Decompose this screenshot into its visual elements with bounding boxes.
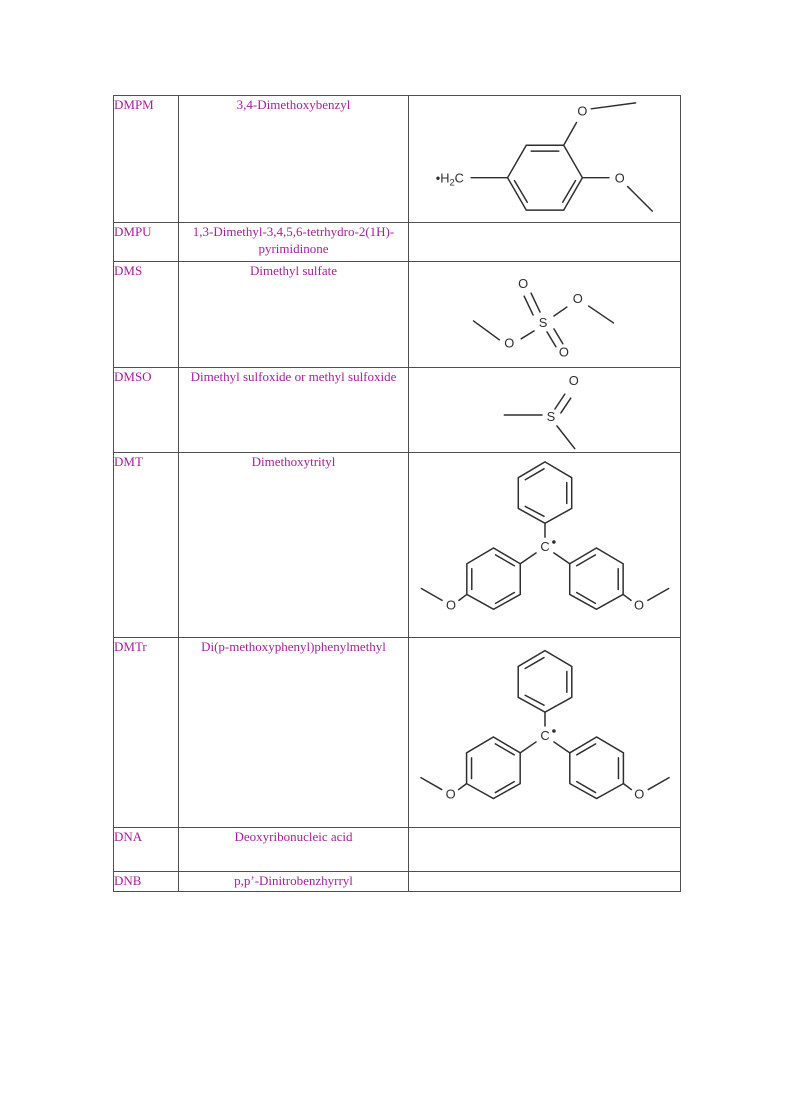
abbr-cell: DMT bbox=[114, 453, 179, 638]
structure-cell bbox=[409, 96, 681, 223]
table-row bbox=[114, 872, 681, 892]
table-row bbox=[114, 368, 681, 453]
structure-cell bbox=[409, 828, 681, 872]
table-row bbox=[114, 453, 681, 638]
structure-cell bbox=[409, 223, 681, 262]
abbr-cell: DMTr bbox=[114, 638, 179, 828]
oxygen-label: O bbox=[577, 103, 588, 119]
name-cell: Deoxyribonucleic acid bbox=[179, 828, 409, 872]
sulfur-label: S bbox=[538, 314, 548, 330]
name-cell: 3,4-Dimethoxybenzyl bbox=[179, 96, 409, 223]
structure-cell bbox=[409, 262, 681, 368]
name-cell: p,p’-Dinitrobenzhyrryl bbox=[179, 872, 409, 892]
structure-dms bbox=[409, 262, 679, 366]
structure-dmpm bbox=[409, 96, 679, 221]
table-row bbox=[114, 223, 681, 262]
abbr-cell: DNA bbox=[114, 828, 179, 872]
abbr-cell: DMPM bbox=[114, 96, 179, 223]
abbr-cell: DMS bbox=[114, 262, 179, 368]
name-cell: Dimethyl sulfate bbox=[179, 262, 409, 368]
oxygen-label: O bbox=[572, 291, 583, 307]
structure-cell bbox=[409, 368, 681, 453]
structure-dmt bbox=[409, 453, 679, 636]
table-row bbox=[114, 262, 681, 368]
abbreviation-table bbox=[113, 95, 681, 892]
abbr-cell: DMPU bbox=[114, 223, 179, 262]
structure-dmso bbox=[409, 368, 679, 451]
name-cell: Dimethyl sulfoxide or methyl sulfoxide bbox=[179, 368, 409, 453]
oxygen-label: O bbox=[558, 344, 569, 360]
abbr-cell: DMSO bbox=[114, 368, 179, 453]
name-cell: Di(p-methoxyphenyl)phenylmethyl bbox=[179, 638, 409, 828]
oxygen-label: O bbox=[504, 335, 515, 351]
table-row bbox=[114, 638, 681, 828]
structure-dmtr bbox=[409, 638, 679, 826]
structure-cell bbox=[409, 872, 681, 892]
table-row bbox=[114, 96, 681, 223]
sulfur-label: S bbox=[546, 408, 556, 424]
table-row bbox=[114, 828, 681, 872]
abbr-cell: DNB bbox=[114, 872, 179, 892]
oxygen-label: O bbox=[518, 276, 529, 292]
bonds bbox=[504, 394, 574, 449]
oxygen-label: O bbox=[614, 170, 625, 186]
name-cell: Dimethoxytrityl bbox=[179, 453, 409, 638]
h2c-radical-label: $•H_2C$ bbox=[435, 170, 464, 188]
bonds bbox=[471, 103, 652, 211]
name-cell: 1,3-Dimethyl-3,4,5,6-tetrhydro-2(1H)-pyrimidinone bbox=[179, 223, 409, 262]
structure-cell bbox=[409, 453, 681, 638]
oxygen-label: O bbox=[568, 373, 579, 389]
structure-cell bbox=[409, 638, 681, 828]
